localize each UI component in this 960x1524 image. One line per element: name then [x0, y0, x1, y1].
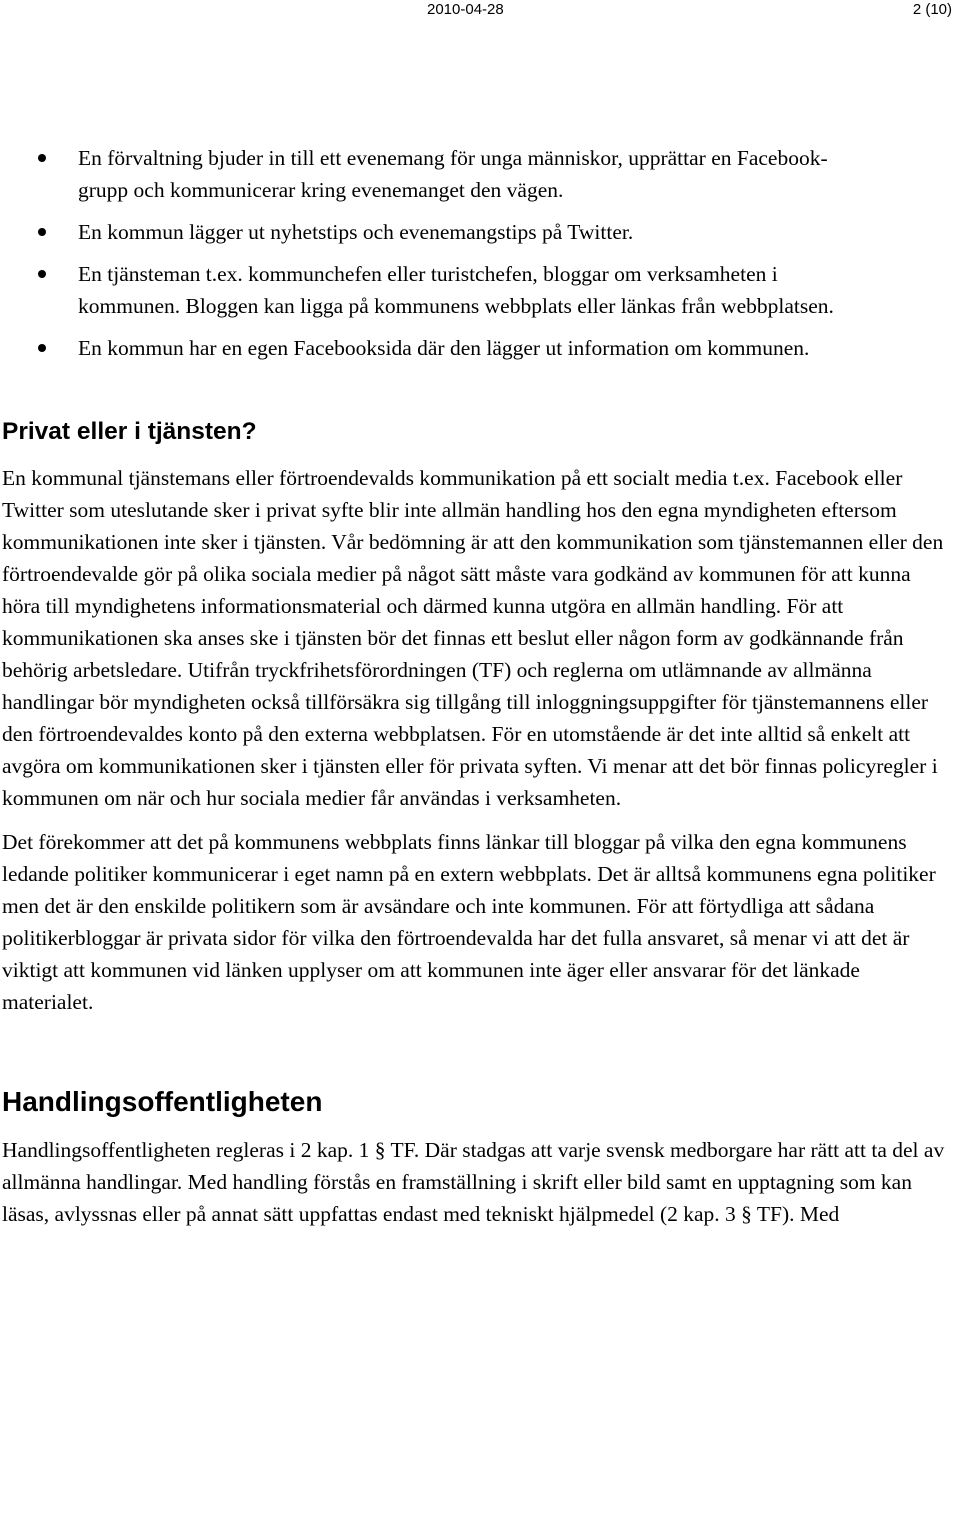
bullet-icon [38, 270, 46, 278]
paragraph: Det förekommer att det på kommunens webbplats finns länkar till bloggar på vilka den egna kommunens ledande politiker kommunicerar i eget namn på en extern webbplats. Det är alltså kommunens egna politiker men det är den enskilde politikern som är avsändare och inte kommunen. För att förtydliga att sådana politikerbloggar är privata sidor för vilka den förtroendevalda har det fulla ansvaret, så menar vi att det är viktigt att kommunen vid länken upplyser om att kommunen inte äger eller ansvarar för det länkade materialet. [2, 830, 936, 1014]
list-item [2, 332, 858, 364]
bullet-icon [38, 228, 46, 236]
list-item-text: En förvaltning bjuder in till ett evenemang för unga människor, upprättar en Facebook-grupp och kommunicerar kring evenemanget den vägen. [78, 146, 828, 202]
section-heading-privat: Privat eller i tjänsten? [2, 418, 257, 445]
bullet-icon [38, 344, 46, 352]
paragraph: En kommunal tjänstemans eller förtroendevalds kommunikation på ett socialt media t.ex. Facebook eller Twitter som uteslutande sker i privat syfte blir inte allmän handling hos den egna myndigheten eftersom kommunikationen inte sker i tjänsten. Vår bedömning är att den kommunikation som tjänstemannen eller den förtroendevalde gör på olika sociala medier på något sätt måste vara godkänd av kommunen för att kunna höra till myndighetens informationsmaterial och därmed kunna utgöra en allmän handling. För att kommunikationen ska anses ske i tjänsten bör det finnas ett beslut eller någon form av godkännande från behörig arbetsledare. Utifrån tryckfrihetsförordningen (TF) och reglerna om utlämnande av allmänna handlingar bör myndigheten också tillförsäkra sig tillgång till inloggningsuppgifter för tjänstemannens eller den förtroendevaldes konto på den externa webbplatsen. För en utomstående är det inte alltid så enkelt att avgöra om kommunikationen sker i tjänsten eller för privata syften. Vi menar att det bör finnas policyregler i kommunen om när och hur sociala medier får användas i verksamheten. [2, 466, 944, 810]
list-item-text: En kommun har en egen Facebooksida där den lägger ut information om kommunen. [78, 336, 810, 360]
page-number: 2 (10) [912, 1, 952, 18]
list-item [2, 216, 858, 248]
page-header [0, 0, 960, 24]
list-item-text: En kommun lägger ut nyhetstips och evenemangstips på Twitter. [78, 220, 634, 244]
example-list [2, 142, 952, 364]
list-item [2, 142, 858, 206]
section-heading-handlingsoffentligheten: Handlingsoffentligheten [2, 1086, 323, 1117]
list-item [2, 258, 858, 322]
paragraph: Handlingsoffentligheten regleras i 2 kap. 1 § TF. Där stadgas att varje svensk medborgare har rätt att ta del av allmänna handlingar. Med handling förstås en framställning i skrift eller bild samt en upptagning som kan läsas, avlyssnas eller på annat sätt uppfattas endast med tekniskt hjälpmedel (2 kap. 3 § TF). Med [2, 1138, 945, 1226]
list-item-text: En tjänsteman t.ex. kommunchefen eller turistchefen, bloggar om verksamheten i kommunen. Bloggen kan ligga på kommunens webbplats eller länkas från webbplatsen. [78, 262, 834, 318]
document-date: 2010-04-28 [427, 1, 504, 18]
bullet-icon [38, 154, 46, 162]
document-body [2, 142, 952, 1242]
